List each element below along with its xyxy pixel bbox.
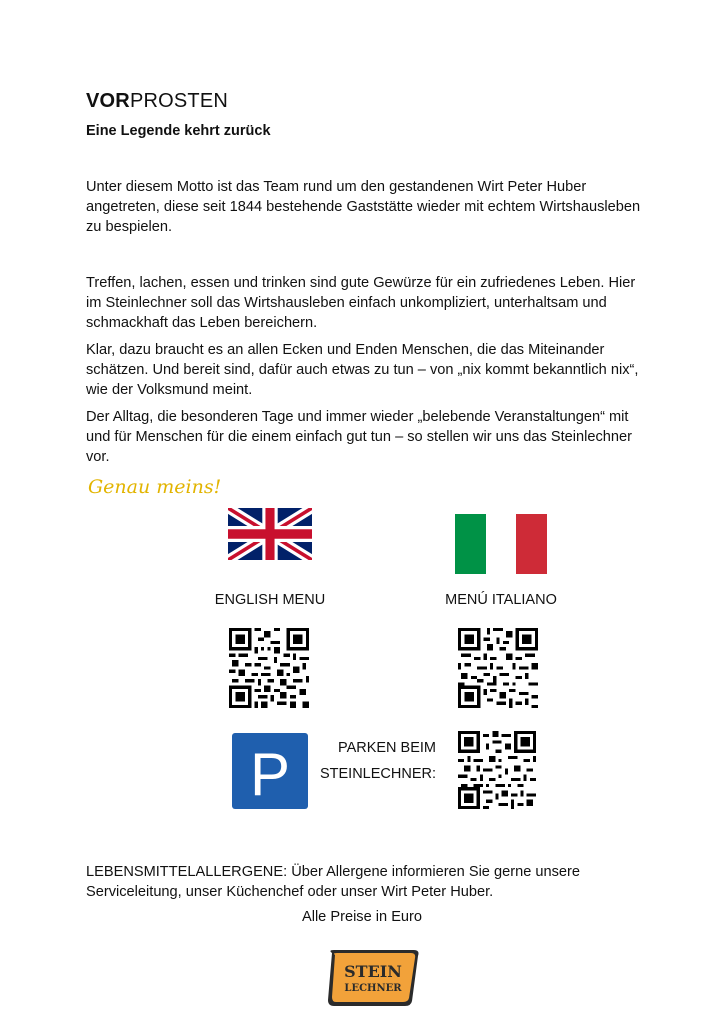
page-title [86, 90, 228, 113]
intro-paragraph: Unter diesem Motto ist das Team rund um den gestandenen Wirt Peter Huber angetreten, diese seit 1844 bestehende Gaststätte wieder mit echtem Wirtshausleben zu bespielen. [86, 179, 641, 235]
parking-sign-letter: P [249, 741, 291, 808]
parking-text [310, 735, 436, 787]
body-paragraph-1: Treffen, lachen, essen und trinken sind gute Gewürze für ein zufriedenes Leben. Hier im Steinlechner soll das Wirtshausleben einfach unkompliziert, unterhaltsam und schmackhaft das Leben bereichern. [86, 275, 636, 331]
parking-sign-icon [230, 731, 310, 816]
allergen-notice: LEBENSMITTELALLERGENE: Über Allergene informieren Sie gerne unsere Serviceleitung, unser Küchenchef oder unser Wirt Peter Huber. [86, 864, 580, 900]
logo-line-1: STEIN [344, 962, 402, 981]
body-paragraph-3: Der Alltag, die besonderen Tage und immer wieder „belebende Veranstaltungen“ mit und für Menschen für die einem einfach gut tun – so stellen wir uns das Steinlechner vor. [86, 409, 632, 465]
parking-qr-code[interactable] [458, 731, 536, 809]
price-notice: Alle Preise in Euro [301, 909, 423, 925]
english-menu-label: ENGLISH MENU [214, 592, 326, 608]
title-rest-part: PROSTEN [129, 90, 229, 112]
steinlechner-logo [324, 947, 422, 1014]
title-bold-part: VOR [86, 90, 130, 112]
italian-menu-label: MENÚ ITALIANO [445, 592, 557, 608]
italian-menu-qr-code[interactable] [458, 628, 538, 708]
english-menu-qr-code[interactable] [229, 628, 309, 708]
parking-text-line-2: STEINLECHNER: [319, 766, 436, 782]
page-subtitle: Eine Legende kehrt zurück [86, 123, 271, 139]
uk-flag-icon [228, 508, 312, 565]
logo-line-2: LECHNER [344, 983, 402, 994]
body-paragraph-2: Klar, dazu braucht es an allen Ecken und Enden Menschen, die das Miteinander schätzen. Und bereit sind, dafür auch etwas zu tun – von „nix kommt bekanntlich nix“, wie der Volksmund meint. [86, 342, 639, 398]
italy-flag-icon [455, 514, 547, 579]
slogan: Genau meins! [88, 476, 222, 498]
parking-text-line-1: PARKEN BEIM [337, 740, 436, 756]
